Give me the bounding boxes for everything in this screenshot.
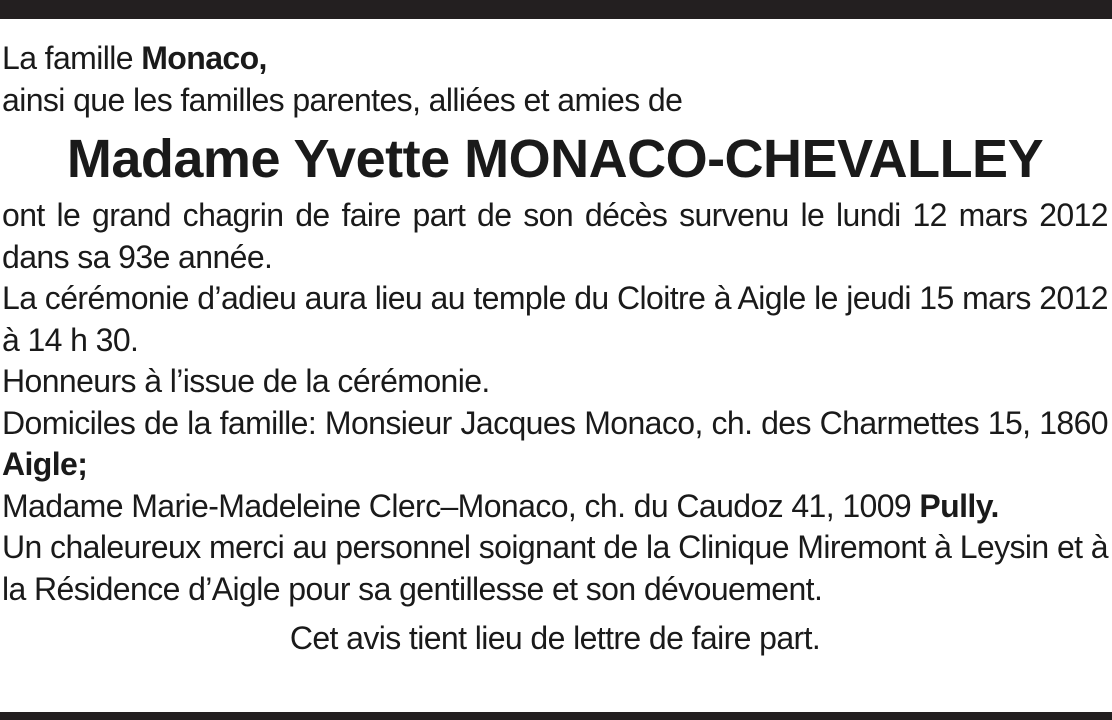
bottom-border-rule [0,712,1112,720]
intro-prefix: La famille [2,40,142,76]
announcement-paragraph: ont le grand chagrin de faire part de son décès survenu le lundi 12 mars 2012 dans sa 93e année. [2,197,1108,275]
obituary-notice [2,38,1108,660]
domicile-2-town: Pully. [919,487,999,524]
domicile-1-text: Domiciles de la famille: Monsieur Jacques Monaco, ch. des Charmettes 15, 1860 [2,404,1108,441]
domicile-paragraph-1 [2,403,1108,486]
top-border-rule [0,0,1112,19]
deceased-name-heading: Madame Yvette MONACO-CHEVALLEY [66,129,1044,189]
honours-paragraph: Honneurs à l’issue de la cérémonie. [2,363,490,399]
thanks-paragraph: Un chaleureux merci au personnel soignant de la Clinique Miremont à Leysin et à la Résidence d’Aigle pour sa gentillesse et son dévouement. [2,529,1108,607]
domicile-paragraph-2 [2,486,1108,528]
closing-line: Cet avis tient lieu de lettre de faire part. [289,620,821,656]
intro-line-2: ainsi que les familles parentes, alliées et amies de [2,81,683,118]
ceremony-paragraph: La cérémonie d’adieu aura lieu au temple du Cloitre à Aigle le jeudi 15 mars 2012 à 14 h 30. [2,280,1108,358]
family-name: Monaco, [141,40,267,76]
domicile-2-text: Madame Marie-Madeleine Clerc–Monaco, ch. du Caudoz 41, 1009 [2,487,920,524]
intro-line-1 [2,38,1108,80]
domicile-1-town: Aigle; [2,446,88,482]
